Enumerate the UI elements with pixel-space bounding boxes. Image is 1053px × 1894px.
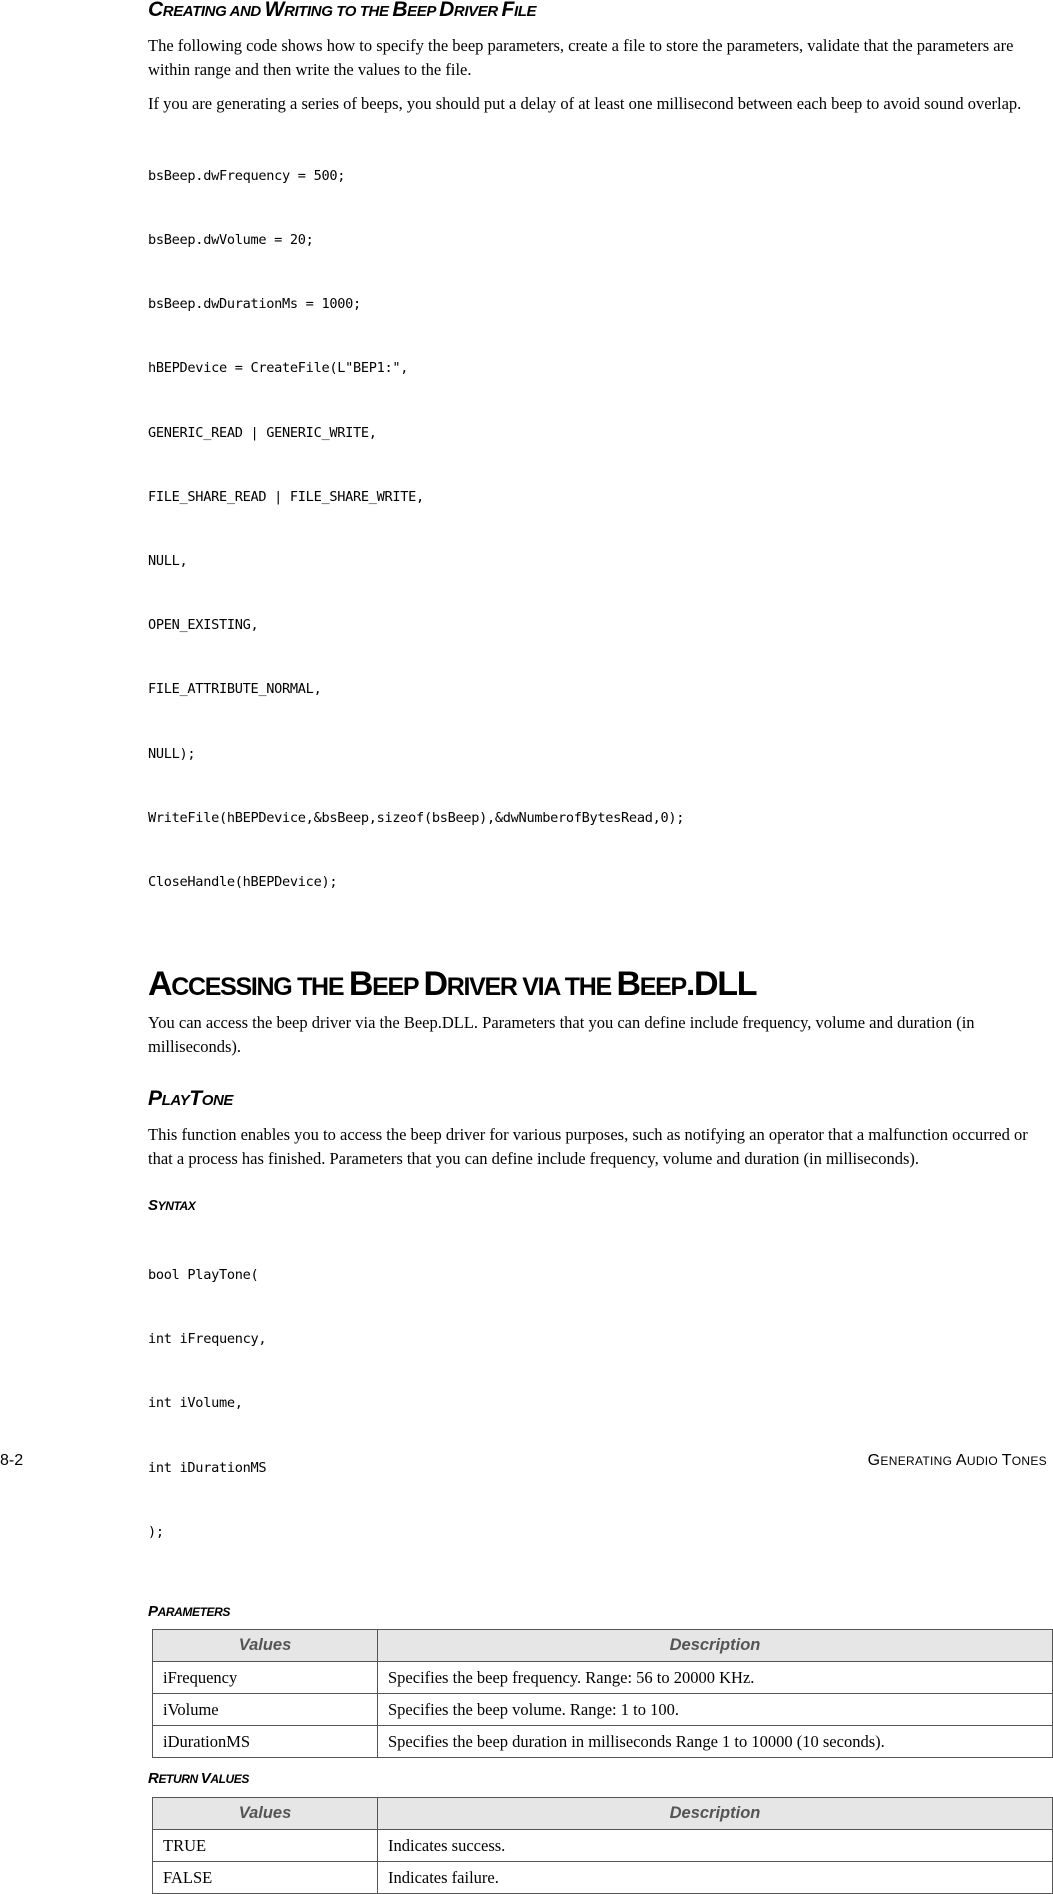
table-row: [153, 1862, 1053, 1894]
heading-return-values: RETURN VALUES: [148, 1770, 249, 1788]
return-description: Indicates success.: [378, 1830, 1053, 1862]
code-line: int iVolume,: [148, 1395, 243, 1412]
code-line: bsBeep.dwDurationMs = 1000;: [148, 296, 361, 313]
parameters-table: [152, 1629, 1053, 1758]
heading-syntax: SYNTAX: [148, 1197, 196, 1215]
param-name: iDurationMS: [153, 1726, 378, 1758]
column-header-description: Description: [378, 1798, 1053, 1830]
column-header-description: Description: [378, 1630, 1053, 1662]
code-line: bsBeep.dwVolume = 20;: [148, 232, 314, 249]
return-value: FALSE: [153, 1862, 378, 1894]
table-row: [153, 1694, 1053, 1726]
heading-accessing-beep-dll: ACCESSING THE BEEP DRIVER VIA THE BEEP.DLL: [148, 965, 757, 1004]
param-description: Specifies the beep frequency. Range: 56 to 20000 KHz.: [378, 1662, 1053, 1694]
param-description: Specifies the beep duration in milliseconds Range 1 to 10000 (10 seconds).: [378, 1726, 1053, 1758]
page-content: [148, 0, 1053, 1894]
column-header-values: Values: [153, 1798, 378, 1830]
code-line: FILE_ATTRIBUTE_NORMAL,: [148, 681, 322, 698]
page-number: 8-2: [0, 1452, 24, 1469]
code-block-createfile: [148, 123, 1053, 936]
table-header-row: [153, 1630, 1053, 1662]
param-description: Specifies the beep volume. Range: 1 to 100.: [378, 1694, 1053, 1726]
table-row: [153, 1726, 1053, 1758]
code-line: NULL);: [148, 745, 196, 762]
code-line: NULL,: [148, 553, 188, 570]
code-line: WriteFile(hBEPDevice,&bsBeep,sizeof(bsBeep),&dwNumberofBytesRead,0);: [148, 809, 685, 826]
column-header-values: Values: [153, 1630, 378, 1662]
heading-parameters: PARAMETERS: [148, 1603, 231, 1621]
param-name: iFrequency: [153, 1662, 378, 1694]
param-name: iVolume: [153, 1694, 378, 1726]
code-line: FILE_SHARE_READ | FILE_SHARE_WRITE,: [148, 488, 424, 505]
return-description: Indicates failure.: [378, 1862, 1053, 1894]
heading-playtone: PLAYTONE: [148, 1087, 234, 1111]
code-line: GENERIC_READ | GENERIC_WRITE,: [148, 424, 377, 441]
code-line: bool PlayTone(: [148, 1267, 259, 1284]
table-header-row: [153, 1798, 1053, 1830]
code-line: CloseHandle(hBEPDevice);: [148, 874, 338, 891]
paragraph-delay-note: If you are generating a series of beeps, you should put a delay of at least one millisecond between each beep to avoid sound overlap.: [148, 94, 1022, 113]
heading-creating-writing: CREATING AND WRITING TO THE BEEP DRIVER FILE: [148, 0, 537, 21]
paragraph-code-intro: The following code shows how to specify the beep parameters, create a file to store the parameters, validate that the parameters are within range and then write the values to the file.: [148, 36, 1014, 79]
code-line: bsBeep.dwFrequency = 500;: [148, 167, 346, 184]
chapter-title: GENERATING AUDIO TONES: [867, 1452, 1047, 1469]
code-line: hBEPDevice = CreateFile(L"BEP1:",: [148, 360, 409, 377]
table-row: [153, 1662, 1053, 1694]
return-values-table: [152, 1797, 1053, 1894]
code-line: );: [148, 1523, 164, 1540]
table-row: [153, 1830, 1053, 1862]
code-line: OPEN_EXISTING,: [148, 617, 259, 634]
code-line: int iDurationMS: [148, 1459, 267, 1476]
return-value: TRUE: [153, 1830, 378, 1862]
paragraph-playtone: This function enables you to access the beep driver for various purposes, such as notifying an operator that a malfunction occurred or that a process has finished. Parameters that you can define include frequency, volume and duration (in milliseconds).: [148, 1125, 1028, 1169]
paragraph-beep-dll: You can access the beep driver via the Beep.DLL. Parameters that you can define include frequency, volume and duration (in milliseconds).: [148, 1013, 975, 1057]
code-line: int iFrequency,: [148, 1331, 267, 1348]
code-block-syntax: [148, 1222, 1053, 1586]
